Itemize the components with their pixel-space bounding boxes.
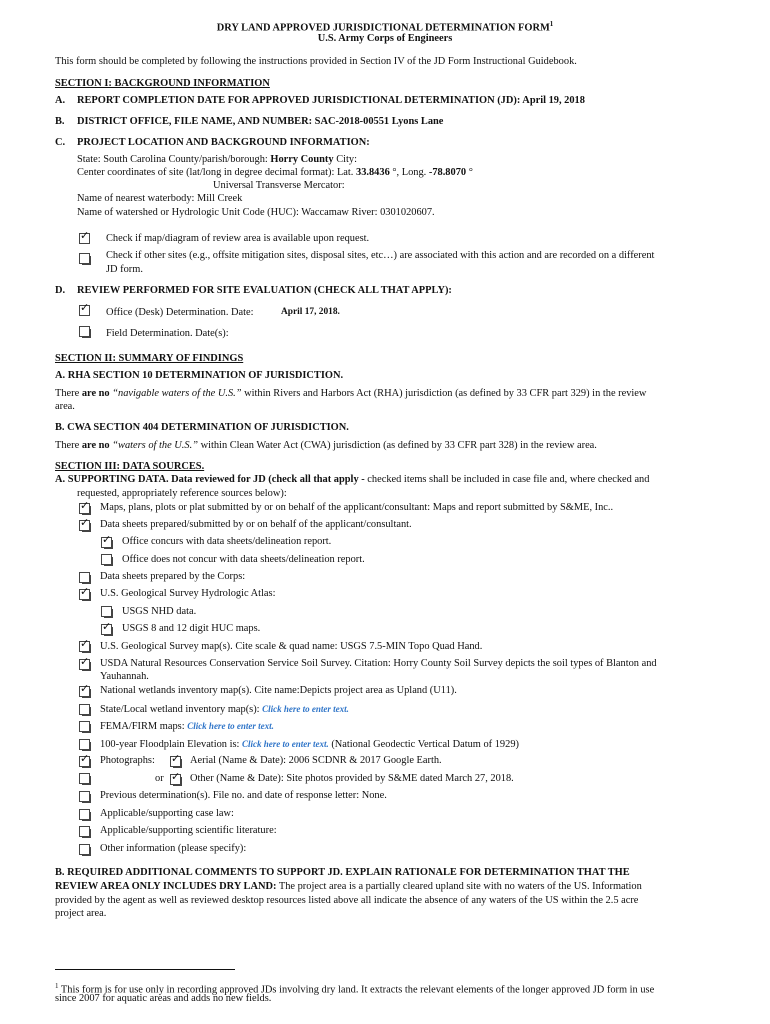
or-label: or <box>155 773 164 784</box>
report-date: REPORT COMPLETION DATE FOR APPROVED JURISDICTIONAL DETERMINATION (JD): April 19, 2018 <box>77 95 585 106</box>
nearest-waterbody: Name of nearest waterbody: Mill Creek <box>77 193 243 204</box>
state-local-input[interactable]: Click here to enter text. <box>262 704 349 714</box>
checkbox-usda[interactable] <box>79 655 90 670</box>
checkbox-huc[interactable] <box>101 620 112 635</box>
state-line: State: South Carolina County/parish/borough: Horry County City: <box>77 154 357 165</box>
field-determination-label: Field Determination. Date(s): <box>106 328 229 339</box>
check-other-label-2: JD form. <box>106 264 143 275</box>
section2-heading: SECTION II: SUMMARY OF FINDINGS <box>55 353 244 364</box>
checkbox-corps-datasheets[interactable] <box>79 572 90 583</box>
concurs-label: Office concurs with data sheets/delineation report. <box>122 536 332 547</box>
checkbox-floodplain[interactable] <box>79 739 90 750</box>
floodplain-label: 100-year Floodplain Elevation is: Click here to enter text. (National Geodectic Vertical Datum of 1929) <box>100 739 519 750</box>
not-concur-label: Office does not concur with data sheets/delineation report. <box>122 554 365 565</box>
county-value: Horry County <box>270 154 334 165</box>
coordinates-line: Center coordinates of site (lat/long in degree decimal format): Lat. 33.8436 °, Long. -78.8070 ° <box>77 167 473 178</box>
form-title: DRY LAND APPROVED JURISDICTIONAL DETERMINATION FORM$^1$ <box>216 20 554 34</box>
checkbox-maps[interactable] <box>79 499 90 514</box>
footnote-divider <box>55 969 235 970</box>
aerial-label: Aerial (Name & Date): 2006 SCDNR & 2017 Google Earth. <box>190 755 442 766</box>
huc-label: USGS 8 and 12 digit HUC maps. <box>122 623 261 634</box>
checkbox-other-photo[interactable] <box>170 770 181 785</box>
photographs-label: Photographs: <box>100 755 155 766</box>
usgs-maps-label: U.S. Geological Survey map(s). Cite scale & quad name: USGS 7.5-MIN Topo Quad Hand. <box>100 641 483 652</box>
supporting-data-heading-2: requested, appropriately reference sources below): <box>77 488 287 499</box>
rha-text: There are no “navigable waters of the U.S.” within Rivers and Harbors Act (RHA) jurisdiction (as defined by 33 CFR part 329) in the review <box>55 388 647 399</box>
checkbox-literature[interactable] <box>79 826 90 837</box>
footnote-line-2: since 2007 for aquatic areas and adds no new fields. <box>55 993 272 1004</box>
check-icon: ✓ <box>80 516 90 529</box>
section1-d-label: D. <box>55 285 66 296</box>
fema-label: FEMA/FIRM maps: Click here to enter text. <box>100 721 274 732</box>
checkbox-usgs-maps[interactable] <box>79 637 90 652</box>
checkbox-photo-blank[interactable] <box>79 773 90 784</box>
checkbox-previous[interactable] <box>79 791 90 802</box>
check-icon: ✓ <box>80 752 90 765</box>
cwa-text: There are no “waters of the U.S.” within Clean Water Act (CWA) jurisdiction (as defined by 33 CFR part 328) in the review area. <box>55 440 597 451</box>
check-icon: ✓ <box>102 620 112 633</box>
section1-b-label: B. <box>55 116 65 127</box>
intro-text: This form should be completed by following the instructions provided in Section IV of the JD Form Instructional Guidebook. <box>55 56 577 67</box>
title-footnote-ref: 1 <box>549 20 554 28</box>
case-law-label: Applicable/supporting case law: <box>100 808 234 819</box>
review-performed-heading: REVIEW PERFORMED FOR SITE EVALUATION (CHECK ALL THAT APPLY): <box>77 285 452 296</box>
checkbox-map-available[interactable] <box>79 229 90 244</box>
checkbox-other-info[interactable] <box>79 844 90 855</box>
comments-line-2: REVIEW AREA ONLY INCLUDES DRY LAND: The project area is a partially cleared upland site with no waters of the US. Information <box>55 881 642 892</box>
rha-heading: A. RHA SECTION 10 DETERMINATION OF JURISDICTION. <box>55 370 344 381</box>
other-info-label: Other information (please specify): <box>100 843 247 854</box>
checkbox-field-determination[interactable] <box>79 326 90 337</box>
nwi-label: National wetlands inventory map(s). Cite name:Depicts project area as Upland (U11). <box>100 685 457 696</box>
form-subtitle: U.S. Army Corps of Engineers <box>317 33 453 44</box>
checkbox-office-determination[interactable] <box>79 301 90 316</box>
watershed-huc: Name of watershed or Hydrologic Unit Code (HUC): Waccamaw River: 0301020607. <box>77 207 435 218</box>
utm-label: Universal Transverse Mercator: <box>213 180 345 191</box>
check-icon: ✓ <box>80 499 90 512</box>
check-map-label: Check if map/diagram of review area is available upon request. <box>106 233 370 244</box>
supporting-data-heading: A. SUPPORTING DATA. Data reviewed for JD (check all that apply - checked items shall be included in case file and, where checked and <box>55 474 650 485</box>
corps-datasheets-label: Data sheets prepared by the Corps: <box>100 571 246 582</box>
checkbox-other-sites[interactable] <box>79 253 90 264</box>
fema-input[interactable]: Click here to enter text. <box>187 721 274 731</box>
check-icon: ✓ <box>171 770 181 783</box>
usda-label-1: USDA Natural Resources Conservation Service Soil Survey. Citation: Horry County Soil Survey depicts the soil types of Blanton and <box>100 658 657 669</box>
checkbox-photographs[interactable] <box>79 752 90 767</box>
longitude-value: -78.8070 <box>428 167 467 178</box>
state-local-label: State/Local wetland inventory map(s): Click here to enter text. <box>100 704 349 715</box>
section3-heading: SECTION III: DATA SOURCES. <box>55 461 205 472</box>
comments-line-3: provided by the agent as well as reviewed desktop resources listed above all indicate the absence of any waters of the US within the 2.5 acre <box>55 895 639 906</box>
nhd-label: USGS NHD data. <box>122 606 197 617</box>
check-icon: ✓ <box>80 682 90 695</box>
maps-label: Maps, plans, plots or plat submitted by or on behalf of the applicant/consultant: Maps and report submitted by S&ME, Inc.. <box>100 502 614 513</box>
check-icon: ✓ <box>102 533 112 546</box>
previous-label: Previous determination(s). File no. and date of response letter: None. <box>100 790 387 801</box>
district-office: DISTRICT OFFICE, FILE NAME, AND NUMBER: SAC-2018-00551 Lyons Lane <box>77 116 444 127</box>
other-photo-label: Other (Name & Date): Site photos provided by S&ME dated March 27, 2018. <box>190 773 514 784</box>
literature-label: Applicable/supporting scientific literature: <box>100 825 277 836</box>
checkbox-not-concur[interactable] <box>101 554 112 565</box>
check-icon: ✓ <box>80 637 90 650</box>
section1-c-label: C. <box>55 137 66 148</box>
cwa-heading: B. CWA SECTION 404 DETERMINATION OF JURISDICTION. <box>55 422 349 433</box>
datasheets-label: Data sheets prepared/submitted by or on behalf of the applicant/consultant. <box>100 519 412 530</box>
check-other-label-1: Check if other sites (e.g., offsite mitigation sites, disposal sites, etc…) are associated with this action and are recorded on a different <box>106 250 655 261</box>
checkbox-usgs-atlas[interactable] <box>79 585 90 600</box>
check-icon: ✓ <box>171 752 181 765</box>
section1-heading: SECTION I: BACKGROUND INFORMATION <box>55 78 270 89</box>
rha-text-2: area. <box>55 401 75 412</box>
checkbox-nhd[interactable] <box>101 606 112 617</box>
project-location-heading: PROJECT LOCATION AND BACKGROUND INFORMATION: <box>77 137 370 148</box>
comments-line-4: project area. <box>55 908 107 919</box>
latitude-value: 33.8436 <box>356 167 390 178</box>
check-icon: ✓ <box>80 229 90 242</box>
check-icon: ✓ <box>80 655 90 668</box>
usgs-atlas-label: U.S. Geological Survey Hydrologic Atlas: <box>100 588 276 599</box>
checkbox-nwi[interactable] <box>79 682 90 697</box>
checkbox-datasheets[interactable] <box>79 516 90 531</box>
floodplain-input[interactable]: Click here to enter text. <box>241 739 329 749</box>
office-determination-date: April 17, 2018. <box>281 307 340 317</box>
check-icon: ✓ <box>80 585 90 598</box>
footnote-line-1: $^1$ This form is for use only in recording approved JDs involving dry land. It extracts the relevant elements of the longer approved JD form in use <box>55 982 655 996</box>
checkbox-concurs[interactable] <box>101 533 112 548</box>
section1-a-label: A. <box>55 95 66 106</box>
checkbox-state-local[interactable] <box>79 704 90 715</box>
comments-heading: B. REQUIRED ADDITIONAL COMMENTS TO SUPPORT JD. EXPLAIN RATIONALE FOR DETERMINATION THAT THE <box>55 867 630 878</box>
checkbox-case-law[interactable] <box>79 809 90 820</box>
usda-label-2: Yauhannah. <box>100 671 149 682</box>
checkbox-fema[interactable] <box>79 721 90 732</box>
office-determination-label: Office (Desk) Determination. Date: <box>106 307 254 318</box>
checkbox-aerial[interactable] <box>170 752 181 767</box>
check-icon: ✓ <box>80 301 90 314</box>
